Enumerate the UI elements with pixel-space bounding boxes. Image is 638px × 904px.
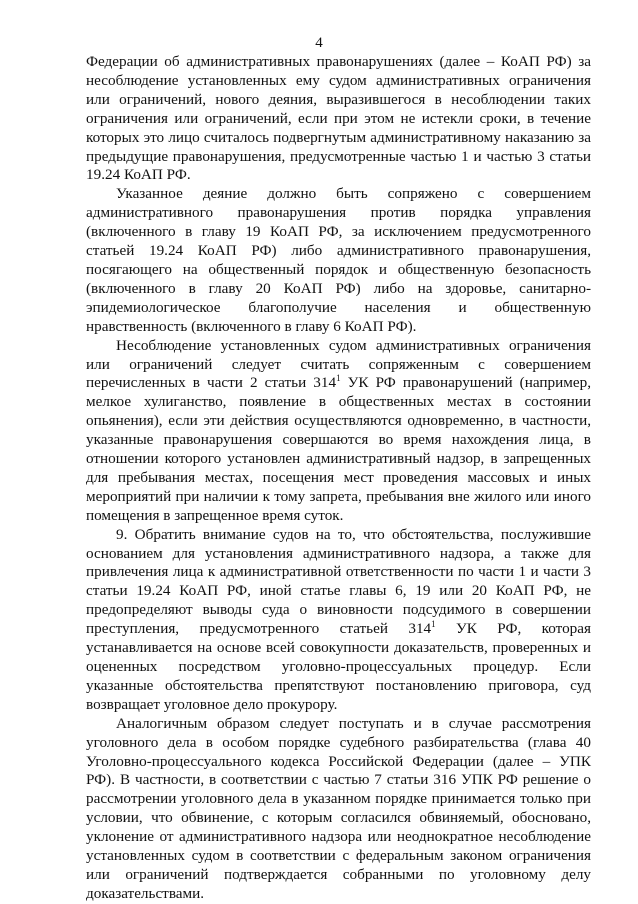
page-number: 4 xyxy=(315,35,323,51)
text-line: административного правонарушения против порядка управления (включенного xyxy=(86,204,591,241)
superscript: 1 xyxy=(336,373,341,384)
text-line: при условии, что обвинение, с которым согласился обвиняемый, обосновано, xyxy=(86,790,591,827)
text-line: уклонение от административного надзора или неоднократное несоблюдение xyxy=(86,828,591,846)
text-line: КоАП РФ) либо административного правонарушения, посягающего xyxy=(86,242,592,278)
text-line: привлечения лица к административной ответственности по части 1 и части 3 xyxy=(86,563,591,581)
text-line: на общественный порядок и общественную безопасность (включенного xyxy=(86,260,591,297)
text-line: УК РФ, которая устанавливается xyxy=(86,620,592,657)
text-line: мест проведения массовых и иных мероприятий при наличии к тому запрета, xyxy=(86,468,591,505)
text-line: Уголовно-процессуального кодекса Российской Федерации (далее – УПК РФ). xyxy=(86,752,591,789)
text-line: совершаются во время нахождения лица, в отношении которого установлен xyxy=(86,431,591,468)
text-line: за предыдущие правонарушения, предусмотренные частью 1 и частью 3 xyxy=(86,128,591,165)
text-line: появление в общественных местах в состоянии опьянения), если эти действия xyxy=(86,393,592,430)
text-line: ограничения или ограничений, если при этом не истекли сроки, в течение xyxy=(86,109,591,127)
paragraph-special-procedure xyxy=(86,715,591,904)
text-line: или ограничений, нового деяния, выразившегося в несоблюдении таких xyxy=(86,90,591,108)
text-line: в части 2 статьи 314 xyxy=(192,374,337,392)
text-line: основанием для установления административного надзора, а также для xyxy=(86,544,591,562)
text-line: ограничений подтверждается собранными по уголовному делу xyxy=(125,865,591,883)
paragraph-related-offence xyxy=(86,185,591,336)
paragraph-non-compliance xyxy=(86,337,591,526)
text-line: установленных судом в соответствии с федеральным законом ограничения или xyxy=(86,847,591,883)
text-line: посредством уголовно-процессуальных процедур. Если указанные xyxy=(86,658,591,694)
text-line: которых это лицо считалось подвергнутым административному наказанию xyxy=(86,128,575,146)
text-line: преступления, предусмотренного статьей 314 xyxy=(86,620,432,638)
text-line: ограничений следует считать сопряженным с совершением перечисленных xyxy=(86,355,592,392)
text-line: не предопределяют выводы суда о виновности подсудимого в совершении xyxy=(86,582,591,619)
text-line: Аналогичным образом следует поступать и в случае рассмотрения xyxy=(116,714,591,732)
text-line: в главу 20 КоАП РФ) либо на здоровье, санитарно-эпидемиологическое xyxy=(86,279,592,316)
text-line: 9. Обратить внимание судов на то, что обстоятельства, послужившие xyxy=(116,525,591,543)
text-line: административный надзор, в запрещенных для пребывания местах, посещения xyxy=(86,450,592,486)
text-line: за несоблюдение установленных ему судом административных ограничения xyxy=(86,53,592,89)
text-line: в главу 6 КоАП РФ). xyxy=(284,317,417,335)
text-line: о рассмотрении уголовного дела в указанном порядке принимается только xyxy=(86,771,592,808)
text-line: В частности, в соответствии с частью 7 статьи 316 УПК РФ решение xyxy=(119,771,579,789)
paragraph-item-9 xyxy=(86,526,591,715)
text-line: обстоятельства препятствуют постановлению приговора, суд возвращает xyxy=(86,676,592,713)
text-line: в главу 19 КоАП РФ, за исключением предусмотренного статьей 19.24 xyxy=(86,223,591,260)
text-line: УК РФ правонарушений (например, мелкое хулиганство, xyxy=(86,374,591,411)
text-line: статьи 19.24 КоАП РФ, иной статье главы 6, 19 или 20 КоАП РФ, xyxy=(86,582,568,600)
text-line: осуществляются одновременно, в частности, указанные правонарушения xyxy=(86,412,592,449)
text-line: пребывания вне жилого или иного помещения в запрещенное время суток. xyxy=(86,487,592,524)
text-line: Указанное деяние должно быть сопряжено с совершением xyxy=(116,185,591,203)
text-line: доказательствами. xyxy=(86,884,205,902)
text-line: благополучие населения и общественную нравственность (включенного xyxy=(86,298,592,335)
document-body xyxy=(86,53,591,904)
paragraph-continuation xyxy=(86,53,591,185)
superscript: 1 xyxy=(431,619,436,630)
text-line: на основе всей совокупности доказательств, проверенных и оцененных xyxy=(86,639,592,675)
text-line: Несоблюдение установленных судом административных ограничения или xyxy=(86,336,591,373)
text-line: Федерации об административных правонарушениях (далее – КоАП РФ) xyxy=(86,53,572,70)
text-line: уголовное дело прокурору. xyxy=(163,695,338,713)
text-line: статьи 19.24 КоАП РФ. xyxy=(86,147,592,184)
text-line: уголовного дела в особом порядке судебного разбирательства (глава 40 xyxy=(86,733,591,751)
